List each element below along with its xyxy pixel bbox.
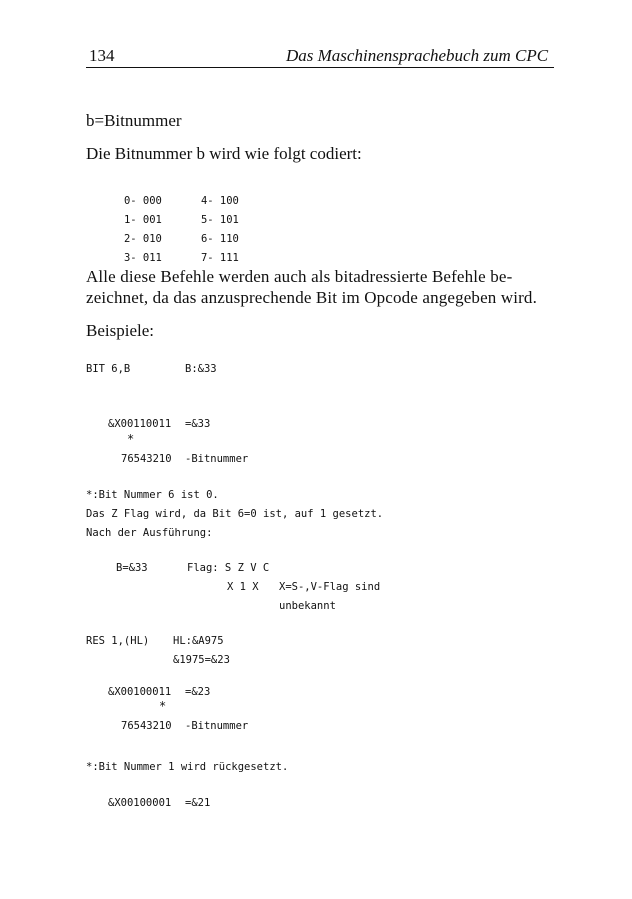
header-rule xyxy=(86,67,554,68)
instruction: RES 1,(HL) xyxy=(86,635,150,647)
encoding-left: 1- 001 xyxy=(123,214,162,226)
hex-value: =&33 xyxy=(185,418,211,430)
flag-note: unbekannt xyxy=(279,600,336,612)
bit-positions: 76543210 xyxy=(121,453,172,465)
instruction: BIT 6,B xyxy=(86,363,131,375)
examples-heading: Beispiele: xyxy=(86,321,154,340)
register-value: HL:&A975 xyxy=(173,635,224,647)
result-register: B=&33 xyxy=(116,562,148,574)
encoding-left: 2- 010 xyxy=(123,233,162,245)
flag-label: Flag: S Z V C xyxy=(187,562,270,574)
encoding-right: 7- 111 xyxy=(200,252,239,264)
bit-marker: * xyxy=(159,699,167,713)
bit-label: -Bitnummer xyxy=(185,720,249,732)
encoding-right: 6- 110 xyxy=(200,233,239,245)
note: *:Bit Nummer 1 wird rückgesetzt. xyxy=(86,761,289,773)
encoding-intro: Die Bitnummer b wird wie folgt codiert: xyxy=(86,144,362,163)
result-hex: =&21 xyxy=(185,797,211,809)
encoding-left: 0- 000 xyxy=(123,195,162,207)
encoding-left: 3- 011 xyxy=(123,252,162,264)
result-binary: &X00100001 xyxy=(108,797,172,809)
bit-label: -Bitnummer xyxy=(185,453,249,465)
paragraph-line: zeichnet, da das anzusprechende Bit im Opcode angegeben wird. xyxy=(86,288,537,307)
running-title: Das Maschinensprachebuch zum CPC xyxy=(286,46,549,65)
encoding-right: 5- 101 xyxy=(200,214,239,226)
note: *:Bit Nummer 6 ist 0. xyxy=(86,489,219,501)
page-number: 134 xyxy=(89,46,115,65)
note: Nach der Ausführung: xyxy=(86,527,213,539)
flag-note: X=S-,V-Flag sind xyxy=(279,581,381,593)
hex-value: =&23 xyxy=(185,686,211,698)
encoding-right: 4- 100 xyxy=(200,195,239,207)
register-value: B:&33 xyxy=(185,363,217,375)
binary-value: &X00100011 xyxy=(108,686,172,698)
note: Das Z Flag wird, da Bit 6=0 ist, auf 1 gesetzt. xyxy=(86,508,384,520)
paragraph-line: Alle diese Befehle werden auch als bitadressierte Befehle be- xyxy=(86,267,513,286)
bit-positions: 76543210 xyxy=(121,720,172,732)
bitnummer-definition: b=Bitnummer xyxy=(86,111,182,130)
bit-marker: * xyxy=(127,432,135,446)
binary-value: &X00110011 xyxy=(108,418,172,430)
memory-value: &1975=&23 xyxy=(173,654,230,666)
flag-values: X 1 X xyxy=(227,581,259,593)
